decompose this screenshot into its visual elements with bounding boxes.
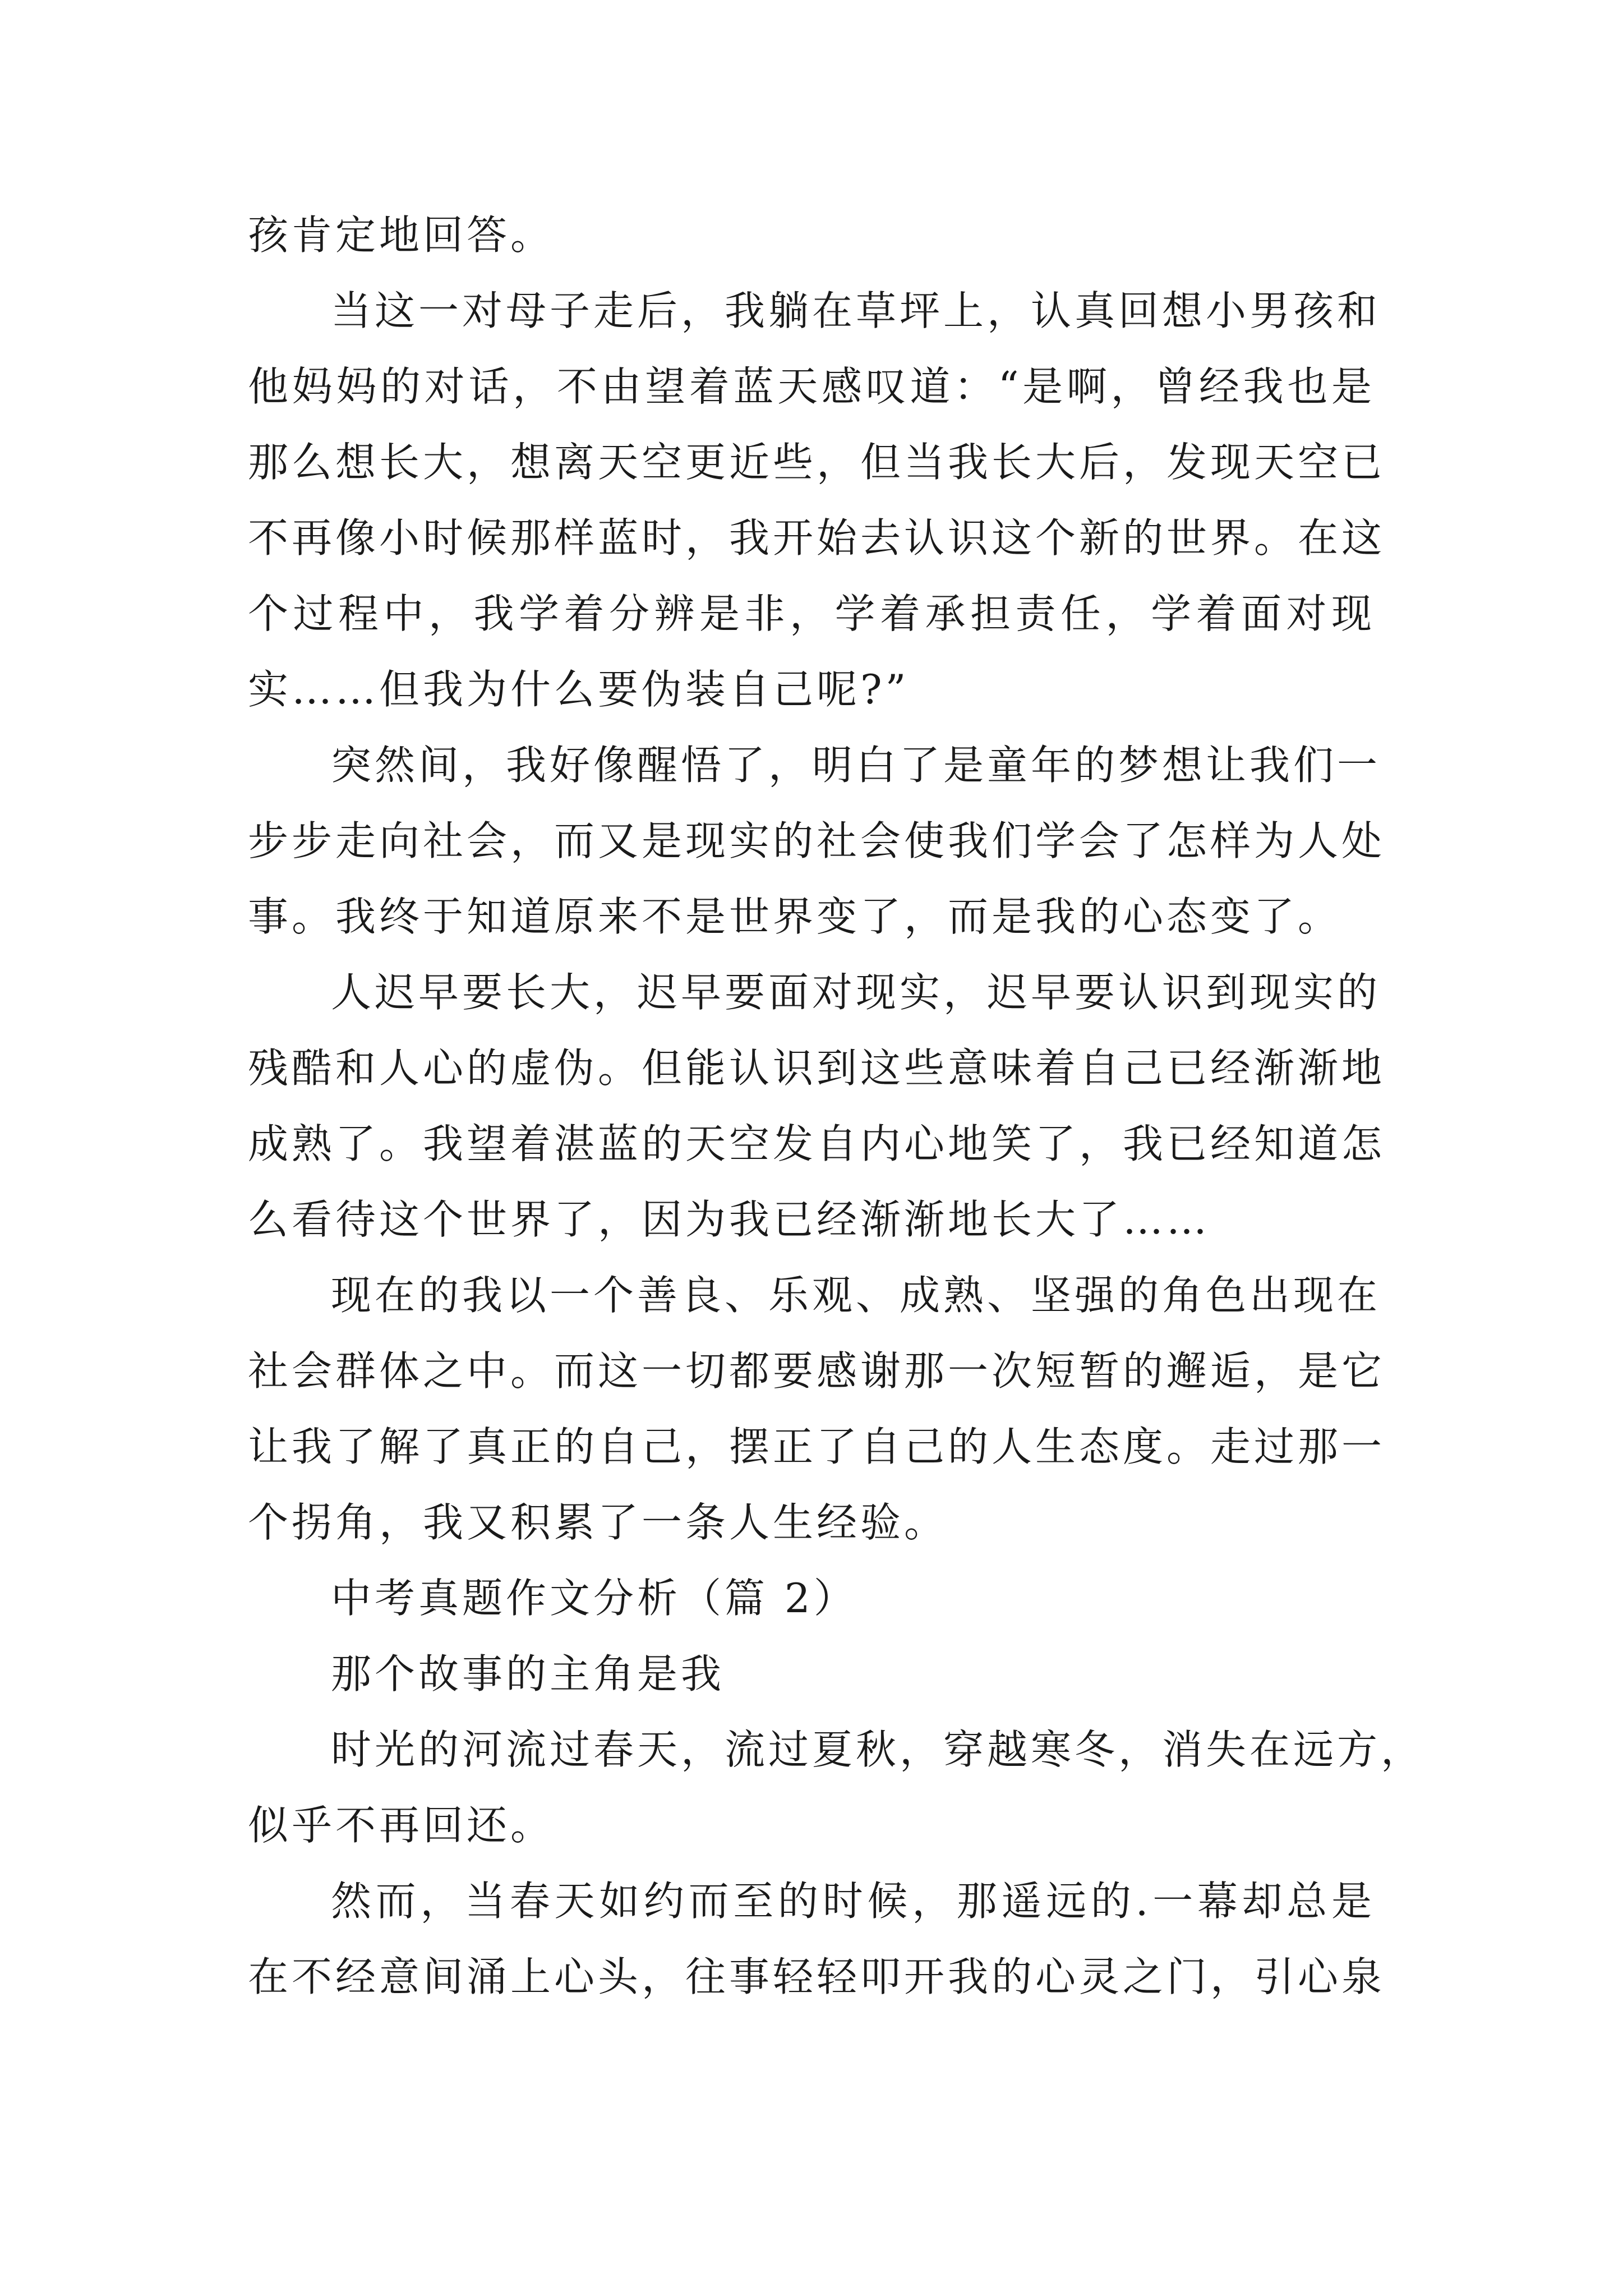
- text-line: 社会群体之中。而这一切都要感谢那一次短暂的邂逅，是它: [248, 1347, 1386, 1395]
- text-line: 个过程中，我学着分辨是非，学着承担责任，学着面对现: [248, 590, 1375, 637]
- text-line: 么看待这个世界了，因为我已经渐渐地长大了……: [248, 1196, 1211, 1243]
- text-line: 让我了解了真正的自己，摆正了自己的人生态度。走过那一: [248, 1423, 1386, 1470]
- text-line: 突然间，我好像醒悟了，明白了是童年的梦想让我们一: [331, 742, 1381, 789]
- text-line: 个拐角，我又积累了一条人生经验。: [248, 1499, 948, 1546]
- text-line: 现在的我以一个善良、乐观、成熟、坚强的角色出现在: [331, 1272, 1381, 1319]
- text-line: 当这一对母子走后，我躺在草坪上，认真回想小男孩和: [331, 287, 1381, 334]
- text-line: 时光的河流过春天，流过夏秋，穿越寒冬，消失在远方，: [331, 1726, 1425, 1773]
- text-line: 中考真题作文分析（篇 2）: [331, 1575, 857, 1622]
- text-line: 似乎不再回还。: [248, 1802, 555, 1849]
- text-line: 孩肯定地回答。: [248, 211, 555, 259]
- text-line: 事。我终于知道原来不是世界变了，而是我的心态变了。: [248, 893, 1342, 940]
- text-line: 不再像小时候那样蓝时，我开始去认识这个新的世界。在这: [248, 514, 1386, 562]
- document-body: [248, 197, 1425, 2015]
- text-line: 步步走向社会，而又是现实的社会使我们学会了怎样为人处: [248, 817, 1386, 864]
- text-line: 人迟早要长大，迟早要面对现实，迟早要认识到现实的: [331, 969, 1381, 1016]
- text-line: 在不经意间涌上心头，往事轻轻叩开我的心灵之门，引心泉: [248, 1953, 1386, 2000]
- text-line: 成熟了。我望着湛蓝的天空发自内心地笑了，我已经知道怎: [248, 1120, 1386, 1167]
- text-line: 残酷和人心的虚伪。但能认识到这些意味着自己已经渐渐地: [248, 1045, 1386, 1092]
- text-line: 然而，当春天如约而至的时候，那遥远的.一幕却总是: [331, 1878, 1375, 1925]
- text-line: 那个故事的主角是我: [331, 1650, 725, 1697]
- text-line: 实……但我为什么要伪装自己呢?”: [248, 666, 910, 713]
- text-line: 那么想长大，想离天空更近些，但当我长大后，发现天空已: [248, 439, 1386, 486]
- text-line: 他妈妈的对话，不由望着蓝天感叹道：“是啊，曾经我也是: [248, 363, 1375, 410]
